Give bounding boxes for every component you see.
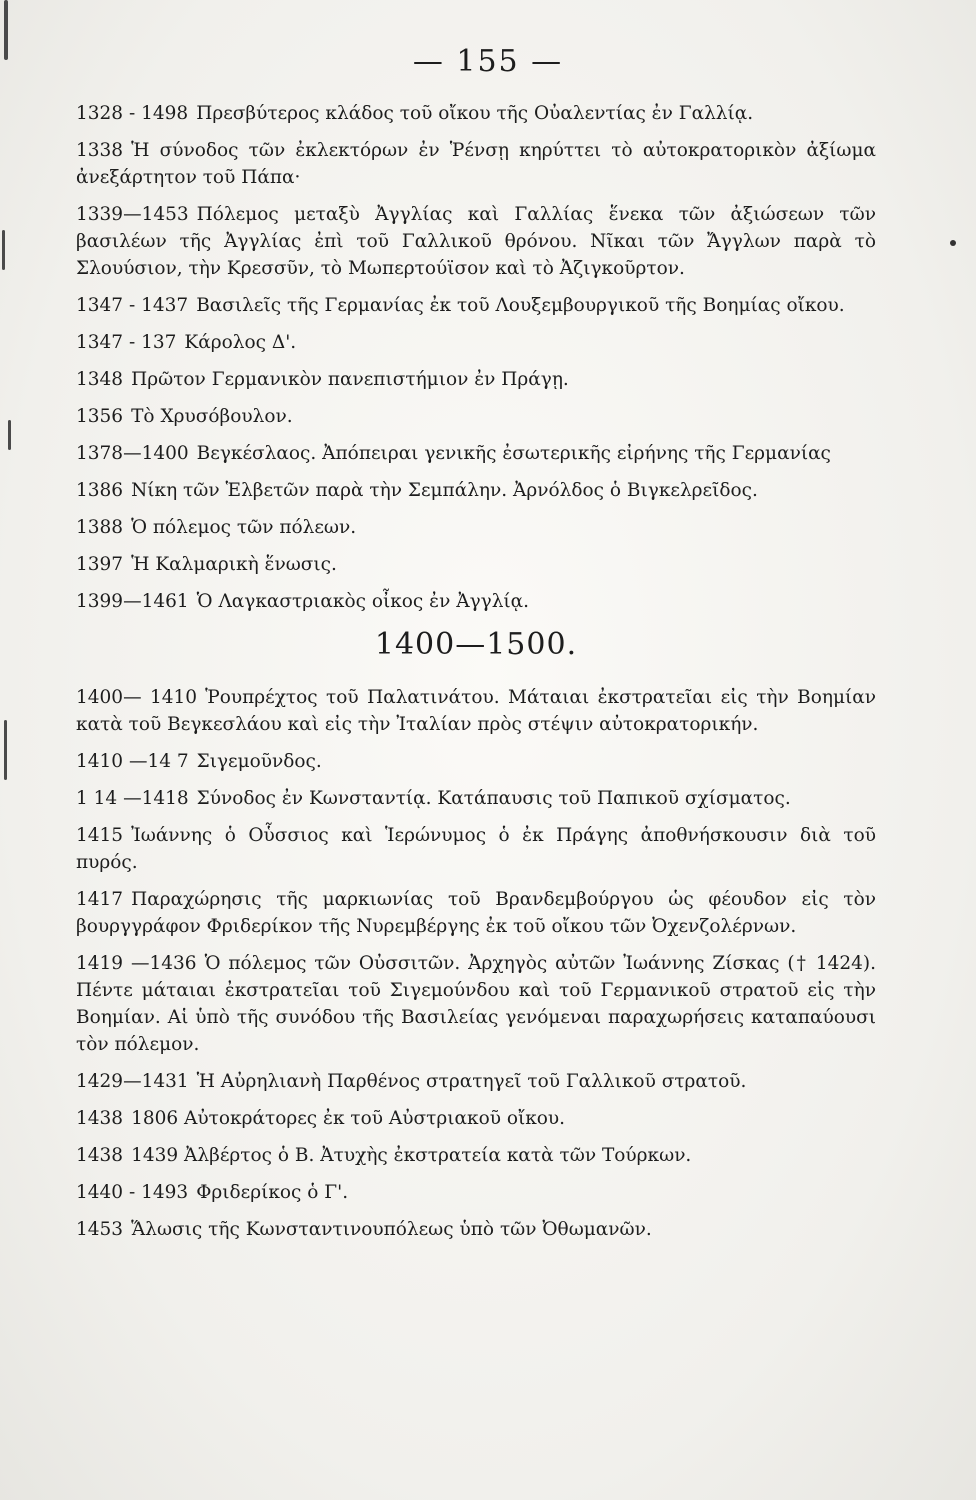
chronology-entry (76, 551, 876, 578)
chronology-entry (76, 1105, 876, 1132)
entry-years: 1397 (76, 554, 124, 575)
margin-binding-mark (8, 420, 11, 450)
entry-years: 1429—1431 (76, 1071, 189, 1092)
entry-years: 1453 (76, 1219, 124, 1240)
chronology-list (76, 100, 876, 1253)
chronology-entry (76, 785, 876, 812)
chronology-entry (76, 292, 876, 319)
entry-years: 1338 (76, 140, 124, 161)
entry-text: 1439 Ἀλβέρτος ὁ Β. Ἀτυχὴς ἐκστρατεία κατὰ τῶν Τούρκων. (131, 1145, 692, 1166)
entry-text: Ἅλωσις τῆς Κωνσταντινουπόλεως ὑπὸ τῶν Ὀθωμανῶν. (131, 1219, 652, 1240)
chronology-entry (76, 403, 876, 430)
entry-text: Σιγεμοῦνδος. (196, 751, 322, 772)
entry-text: Τὸ Χρυσόβουλον. (131, 406, 293, 427)
chronology-entry (76, 748, 876, 775)
entry-years: 1438 (76, 1108, 124, 1129)
entry-text: Ἡ Καλμαρικὴ ἕνωσις. (131, 554, 337, 575)
entry-years: 1347 - 1437 (76, 295, 189, 316)
entry-years: 1438 (76, 1145, 124, 1166)
chronology-entry (76, 822, 876, 876)
chronology-entry (76, 329, 876, 356)
entry-text: Βασιλεῖς τῆς Γερμανίας ἐκ τοῦ Λουξεμβουργικοῦ τῆς Βοημίας οἴκου. (196, 295, 845, 316)
entry-years: 1 14 —1418 (76, 788, 189, 809)
section-heading: 1400—1500. (374, 627, 578, 662)
chronology-entry (76, 201, 876, 282)
page-number: — 155 — (412, 44, 564, 79)
entry-text: Βεγκέσλαος. Ἀπόπειραι γενικῆς ἐσωτερικῆς εἰρήνης τῆς Γερμανίας (196, 443, 831, 464)
entry-years: 1348 (76, 369, 124, 390)
entry-text: Ὁ πόλεμος τῶν πόλεων. (131, 517, 357, 538)
chronology-entry (76, 950, 876, 1058)
chronology-entry (76, 137, 876, 191)
chronology-entry (76, 514, 876, 541)
margin-binding-mark (4, 720, 7, 780)
chronology-entry (76, 684, 876, 738)
entry-years: 1386 (76, 480, 124, 501)
entry-text: Ἡ Αὐρηλιανὴ Παρθένος στρατηγεῖ τοῦ Γαλλικοῦ στρατοῦ. (196, 1071, 747, 1092)
entry-years: 1339—1453 (76, 204, 189, 225)
chronology-entry (76, 440, 876, 467)
chronology-entry (76, 1068, 876, 1095)
chronology-entry (76, 1142, 876, 1169)
entry-text: Κάρολος Δ'. (184, 332, 297, 353)
ink-dot (950, 240, 956, 246)
entry-text: Σύνοδος ἐν Κωνσταντίᾳ. Κατάπαυσις τοῦ Παπικοῦ σχίσματος. (196, 788, 791, 809)
entry-years: 1378—1400 (76, 443, 189, 464)
entry-text: 1806 Αὐτοκράτορες ἐκ τοῦ Αὐστριακοῦ οἴκου. (131, 1108, 566, 1129)
entry-text: Νίκη τῶν Ἑλβετῶν παρὰ τὴν Σεμπάλην. Ἀρνόλδος ὁ Βιγκελρεῖδος. (131, 480, 758, 501)
chronology-entry (76, 886, 876, 940)
entry-years: 1419 —1436 (76, 953, 197, 974)
margin-binding-mark (2, 230, 5, 270)
chronology-entry (76, 366, 876, 393)
entry-text: Ὁ Λαγκαστριακὸς οἶκος ἐν Ἀγγλίᾳ. (196, 591, 530, 612)
chronology-entry (76, 1179, 876, 1206)
entry-years: 1399—1461 (76, 591, 189, 612)
entry-years: 1415 (76, 825, 124, 846)
entry-years: 1400— 1410 (76, 687, 198, 708)
entry-years: 1356 (76, 406, 124, 427)
chronology-entry (76, 100, 876, 127)
entry-years: 1410 —14 7 (76, 751, 189, 772)
chronology-entry (76, 477, 876, 504)
chronology-entry (76, 1216, 876, 1243)
entry-text: Ἰωάννης ὁ Οὗσσιος καὶ Ἱερώνυμος ὁ ἐκ Πράγης ἀποθνήσκουσιν διὰ τοῦ πυρός. (76, 825, 876, 873)
chronology-entries-after (76, 684, 876, 1243)
entry-years: 1388 (76, 517, 124, 538)
entry-years: 1417 (76, 889, 124, 910)
entry-text: Πρεσβύτερος κλάδος τοῦ οἴκου τῆς Οὐαλεντίας ἐν Γαλλίᾳ. (196, 103, 754, 124)
entry-text: Ῥουπρέχτος τοῦ Παλατινάτου. Μάταιαι ἐκστρατεῖαι εἰς τὴν Βοημίαν κατὰ τοῦ Βεγκεσλάου καὶ εἰς τὴν Ἰταλίαν πρὸς στέψιν αὐτοκρατορικήν. (76, 687, 877, 735)
chronology-entry (76, 588, 876, 615)
entry-text: Ὁ πόλεμος τῶν Οὐσσιτῶν. Ἀρχηγὸς αὐτῶν Ἰωάννης Ζίσκας († 1424). Πέντε μάταιαι ἐκστρατεῖαι τοῦ Σιγεμούνδου καὶ τοῦ Γερμανικοῦ στρατοῦ εἰς τὴν Βοημίαν. Αἱ ὑπὸ τῆς συνόδου τῆς Βασιλείας γενόμεναι παραχωρήσεις καταπαύουσι τὸν πόλεμον. (76, 953, 876, 1055)
entry-years: 1347 - 137 (76, 332, 177, 353)
entry-years: 1328 - 1498 (76, 103, 189, 124)
entry-text: Πόλεμος μεταξὺ Ἀγγλίας καὶ Γαλλίας ἕνεκα τῶν ἀξιώσεων τῶν βασιλέων τῆς Ἀγγλίας ἐπὶ τοῦ Γαλλικοῦ θρόνου. Νῖκαι τῶν Ἄγγλων παρὰ τὸ Σλουύσιον, τὴν Κρεσσῦν, τὸ Μωπερτούϊσον καὶ τὸ Ἀζιγκοῦρτον. (76, 204, 876, 279)
entry-text: Πρῶτον Γερμανικὸν πανεπιστήμιον ἐν Πράγῃ. (131, 369, 569, 390)
entry-text: Φριδερίκος ὁ Γ'. (196, 1182, 349, 1203)
entry-text: Ἡ σύνοδος τῶν ἐκλεκτόρων ἐν Ῥένσῃ κηρύττει τὸ αὐτοκρατορικὸν ἀξίωμα ἀνεξάρτητον τοῦ Πάπα· (76, 140, 876, 188)
chronology-entries-before (76, 100, 876, 615)
entry-text: Παραχώρησις τῆς μαρκιωνίας τοῦ Βρανδεμβούργου ὡς φέουδον εἰς τὸν βουργγράφον Φριδερίκον τῆς Νυρεμβέργης ἐκ τοῦ οἴκου τῶν Ὀχενζολέρνων. (76, 889, 876, 937)
entry-years: 1440 - 1493 (76, 1182, 189, 1203)
